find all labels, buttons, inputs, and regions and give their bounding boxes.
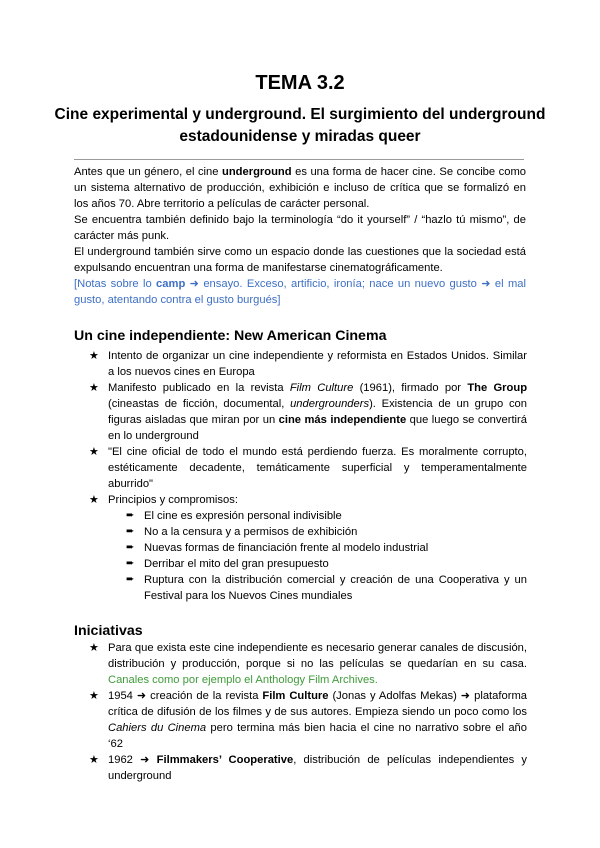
list-item	[0, 752, 527, 784]
note-bold: camp	[156, 278, 186, 290]
item-text: Para que exista este cine independiente es necesario generar canales de discusión, distribución y producción, porque si no las películas se quedarían en su casa.	[108, 642, 527, 670]
intro-bold: underground	[222, 166, 292, 178]
star-bullet-icon: ★	[89, 690, 99, 702]
principle-item	[108, 556, 527, 572]
intro-block	[74, 164, 526, 308]
principle-text: El cine es expresión personal indivisible	[144, 510, 342, 522]
star-bullet-icon: ★	[89, 754, 99, 766]
item-text: Manifesto publicado en la revista	[108, 382, 290, 394]
section-heading-new-american-cinema: Un cine independiente: New American Cinema	[74, 328, 387, 344]
item-text: 1962 ➜	[108, 754, 157, 766]
principle-item	[108, 572, 527, 604]
item-text: ). Existencia de un grupo con figuras aisladas que miran por un	[108, 398, 527, 426]
principle-text: Derribar el mito del gran presupuesto	[144, 558, 329, 570]
intro-paragraph: El underground también sirve como un espacio donde las cuestiones que la sociedad está expulsando encuentran una forma de manifestarse cinematográficamente.	[74, 246, 526, 274]
item-bold: Film Culture	[262, 690, 329, 702]
item-italic: Cahiers du Cinema	[108, 722, 207, 734]
list-item	[0, 348, 527, 380]
divider	[74, 159, 524, 160]
item-text: (1961), firmado por	[353, 382, 468, 394]
item-text: Intento de organizar un cine independiente y reformista en Estados Unidos. Similar a los nuevos cines en Europa	[108, 350, 527, 378]
item-green-note: Canales como por ejemplo el Anthology Film Archives.	[108, 674, 378, 686]
principle-item	[108, 508, 527, 524]
list-item	[0, 640, 527, 688]
item-text: (cineastas de ficción, documental,	[108, 398, 291, 410]
principle-text: Ruptura con la distribución comercial y creación de una Cooperativa y un Festival para los Nuevos Cines mundiales	[144, 574, 527, 602]
principles-list	[108, 508, 527, 604]
arrow-bullet-icon: ➨	[126, 558, 135, 569]
item-text: (Jonas y Adolfas Mekas) ➜ plataforma crítica de difusión de los filmes y de sus autores. Empieza siendo un poco como los	[108, 690, 527, 718]
star-bullet-icon: ★	[89, 382, 99, 394]
star-bullet-icon: ★	[89, 642, 99, 654]
item-text: , distribución de películas independientes y underground	[108, 754, 527, 782]
principle-text: No a la censura y a permisos de exhibición	[144, 526, 358, 538]
item-italic: Film Culture	[289, 382, 354, 394]
principle-item	[108, 524, 527, 540]
item-italic: undergrounders	[290, 398, 370, 410]
list-item	[0, 380, 527, 444]
camp-note	[74, 276, 526, 308]
intro-text: Antes que un género, el cine	[74, 166, 222, 178]
item-bold: The Group	[467, 382, 528, 394]
arrow-bullet-icon: ➨	[126, 526, 135, 537]
note-text: [Notas sobre lo	[74, 278, 157, 290]
page-subtitle: Cine experimental y underground. El surgimiento del underground estadounidense y miradas queer	[54, 106, 546, 145]
star-bullet-icon: ★	[89, 494, 99, 506]
section2-list	[0, 640, 600, 784]
arrow-bullet-icon: ➨	[126, 510, 135, 521]
note-text: ➜ ensayo. Exceso, artificio, ironía; nace un nuevo gusto ➜ el mal gusto, atentando contra el gusto burgués]	[74, 278, 526, 306]
item-bold: cine más independiente	[278, 414, 407, 426]
arrow-bullet-icon: ➨	[126, 542, 135, 553]
item-text: Principios y compromisos:	[108, 494, 238, 506]
list-item	[0, 688, 527, 752]
star-bullet-icon: ★	[89, 350, 99, 362]
principle-item	[108, 540, 527, 556]
item-text: que luego se convertirá en lo underground	[108, 414, 527, 442]
list-item	[0, 444, 527, 492]
item-text: 1954 ➜ creación de la revista	[108, 690, 263, 702]
item-text: pero termina más bien hacia el cine no narrativo sobre el año ‘62	[108, 722, 527, 750]
list-item	[0, 492, 527, 604]
intro-text: es una forma de hacer cine. Se concibe como un sistema alternativo de producción, exhibición e incluso de crítica que se formalizó en los años 70. Abre territorio a películas de carácter personal.	[74, 166, 526, 210]
intro-paragraph: Se encuentra también definido bajo la terminología “do it yourself” / “hazlo tú mismo”, de carácter más punk.	[74, 214, 526, 242]
principle-text: Nuevas formas de financiación frente al modelo industrial	[144, 542, 429, 554]
intro-paragraph	[74, 164, 526, 212]
star-bullet-icon: ★	[89, 446, 99, 458]
section1-list	[0, 348, 600, 604]
page-title: TEMA 3.2	[255, 72, 345, 94]
arrow-bullet-icon: ➨	[126, 574, 135, 585]
item-bold: Filmmakers’ Cooperative	[156, 754, 294, 766]
section-heading-iniciativas: Iniciativas	[74, 623, 143, 639]
item-text: "El cine oficial de todo el mundo está perdiendo fuerza. Es moralmente corrupto, estéticamente decadente, temáticamente superficial y temperamentalmente aburrido"	[108, 446, 527, 490]
